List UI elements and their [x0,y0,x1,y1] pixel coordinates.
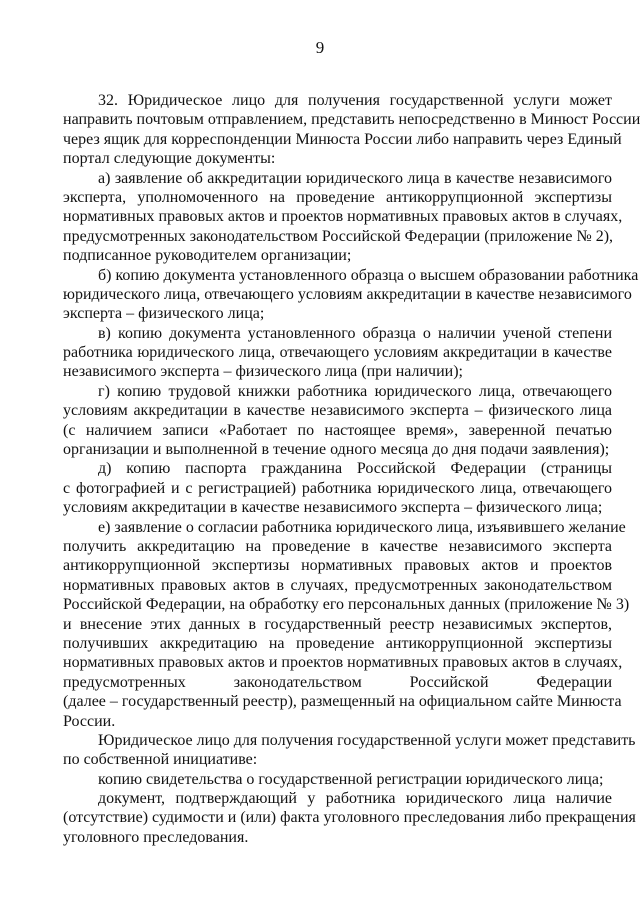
page-number: 9 [315,38,325,57]
text-line: юридического лица, отвечающего условиям аккредитации в качестве независимого [63,285,632,303]
text-line: России. [63,712,116,730]
text-line: предусмотренных законодательством Российской Федерации (приложение № 2), [63,227,614,245]
text-line: эксперта, уполномоченного на проведение антикоррупционной экспертизы [63,188,612,206]
text-line: и внесение этих данных в государственный реестр независимых экспертов, [63,615,612,633]
paragraph [63,169,623,266]
paragraph [63,770,612,789]
text-line: предусмотренных законодательством Российской Федерации [63,673,612,691]
text-line: уголовного преследования. [63,828,249,846]
text-line: д) копию паспорта гражданина Российской Федерации (страницы [98,460,612,478]
text-line: независимого эксперта – физического лица (при наличии); [63,363,463,381]
text-line: Юридическое лицо для получения государственной услуги может представить [98,731,636,749]
text-line: антикоррупционной экспертизы нормативных правовых актов и проектов [63,557,612,575]
text-line: организации и выполненной в течение одного месяца до дня подачи заявления); [63,441,610,459]
text-line: (далее – государственный реестр), размещенный на официальном сайте Минюста [63,693,622,711]
text-line: эксперта – физического лица; [63,305,265,323]
paragraph [63,518,630,731]
paragraph [63,382,612,460]
text-line: с фотографией и с регистрацией) работника юридического лица, отвечающего [63,479,612,497]
text-line: направить почтовым отправлением, представить непосредственно в Минюст России [63,111,640,129]
text-line: 32. Юридическое лицо для получения государственной услуги может [98,92,612,109]
text-line: через ящик для корреспонденции Минюста России либо направить через Единый [63,130,622,148]
text-line: получить аккредитацию на проведение в качестве независимого эксперта [63,537,612,555]
text-line: получивших аккредитацию на проведение антикоррупционной экспертизы [63,634,612,652]
text-line: нормативных правовых актов в случаях, предусмотренных законодательством [63,576,612,594]
text-line: по собственной инициативе: [63,751,258,769]
text-line: Российской Федерации, на обработку его персональных данных (приложение № 3) [63,596,630,614]
text-line: портал следующие документы: [63,150,276,168]
text-line: е) заявление о согласии работника юридического лица, изъявившего желание [98,518,626,536]
text-line: а) заявление об аккредитации юридического лица в качестве независимого [98,169,612,187]
text-line: копию свидетельства о государственной регистрации юридического лица; [98,770,604,788]
text-line: условиям аккредитации в качестве независимого эксперта – физического лица; [63,499,603,517]
paragraph [63,91,640,169]
text-line: в) копию документа установленного образца о наличии ученой степени [98,324,612,342]
text-line: нормативных правовых актов и проектов нормативных правовых актов в случаях, [63,208,623,226]
document-body [63,91,640,847]
paragraph [63,324,612,382]
text-line: подписанное руководителем организации; [63,247,352,265]
paragraph [63,731,636,770]
text-line: б) копию документа установленного образца о высшем образовании работника [98,266,639,284]
paragraph [63,789,636,847]
text-line: документ, подтверждающий у работника юридического лица наличие [98,790,612,808]
text-line: (отсутствие) судимости и (или) факта уголовного преследования либо прекращения [63,809,636,827]
text-line: (с наличием записи «Работает по настоящее время», заверенной печатью [63,421,612,439]
text-line: г) копию трудовой книжки работника юридического лица, отвечающего [98,382,612,400]
paragraph [63,459,612,517]
paragraph [63,266,639,324]
text-line: работника юридического лица, отвечающего условиям аккредитации в качестве [63,344,612,362]
text-line: условиям аккредитации в качестве независимого эксперта – физического лица [63,402,612,420]
text-line: нормативных правовых актов и проектов нормативных правовых актов в случаях, [63,654,623,672]
